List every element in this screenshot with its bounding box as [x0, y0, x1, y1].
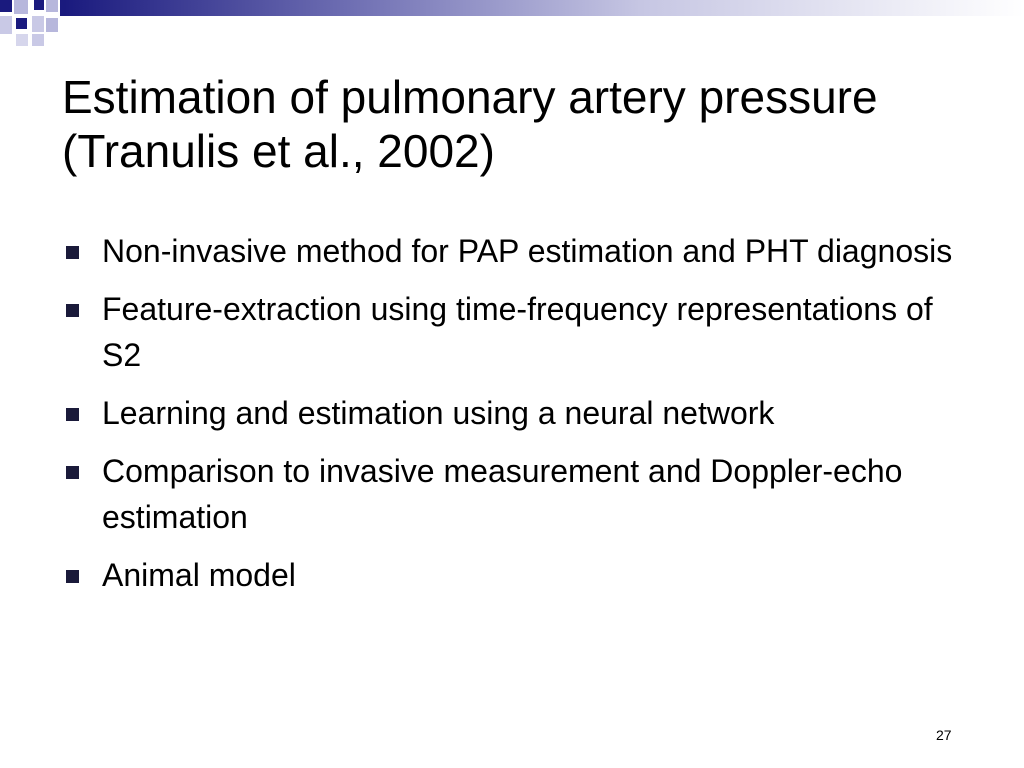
bullet-item — [62, 390, 962, 436]
bullet-item — [62, 228, 962, 274]
bullet-item — [62, 552, 962, 598]
bullet-text: Feature-extraction using time-frequency representations of S2 — [102, 291, 933, 373]
decorative-square — [16, 34, 28, 46]
decorative-square — [14, 0, 28, 14]
page-number: 27 — [936, 727, 952, 743]
bullet-list — [62, 228, 962, 610]
square-bullet-icon — [66, 408, 79, 421]
bullet-item — [62, 286, 962, 378]
square-bullet-icon — [66, 466, 79, 479]
bullet-text: Comparison to invasive measurement and Doppler-echo estimation — [102, 453, 903, 535]
square-bullet-icon — [66, 570, 79, 583]
bullet-text: Non-invasive method for PAP estimation and PHT diagnosis — [102, 233, 953, 269]
square-bullet-icon — [66, 246, 79, 259]
decorative-square — [0, 16, 12, 34]
bullet-item — [62, 448, 962, 540]
decorative-square — [16, 18, 27, 29]
slide-title: Estimation of pulmonary artery pressure (Tranulis et al., 2002) — [62, 71, 878, 177]
bullet-text: Animal model — [102, 557, 296, 593]
header-gradient-bar — [64, 0, 1024, 16]
decorative-square — [32, 34, 44, 46]
bullet-text: Learning and estimation using a neural network — [102, 395, 775, 431]
decorative-square — [46, 0, 58, 12]
decorative-square — [0, 0, 12, 12]
decorative-square — [34, 0, 44, 10]
decorative-square — [32, 16, 44, 32]
square-bullet-icon — [66, 304, 79, 317]
decorative-square — [46, 18, 58, 32]
